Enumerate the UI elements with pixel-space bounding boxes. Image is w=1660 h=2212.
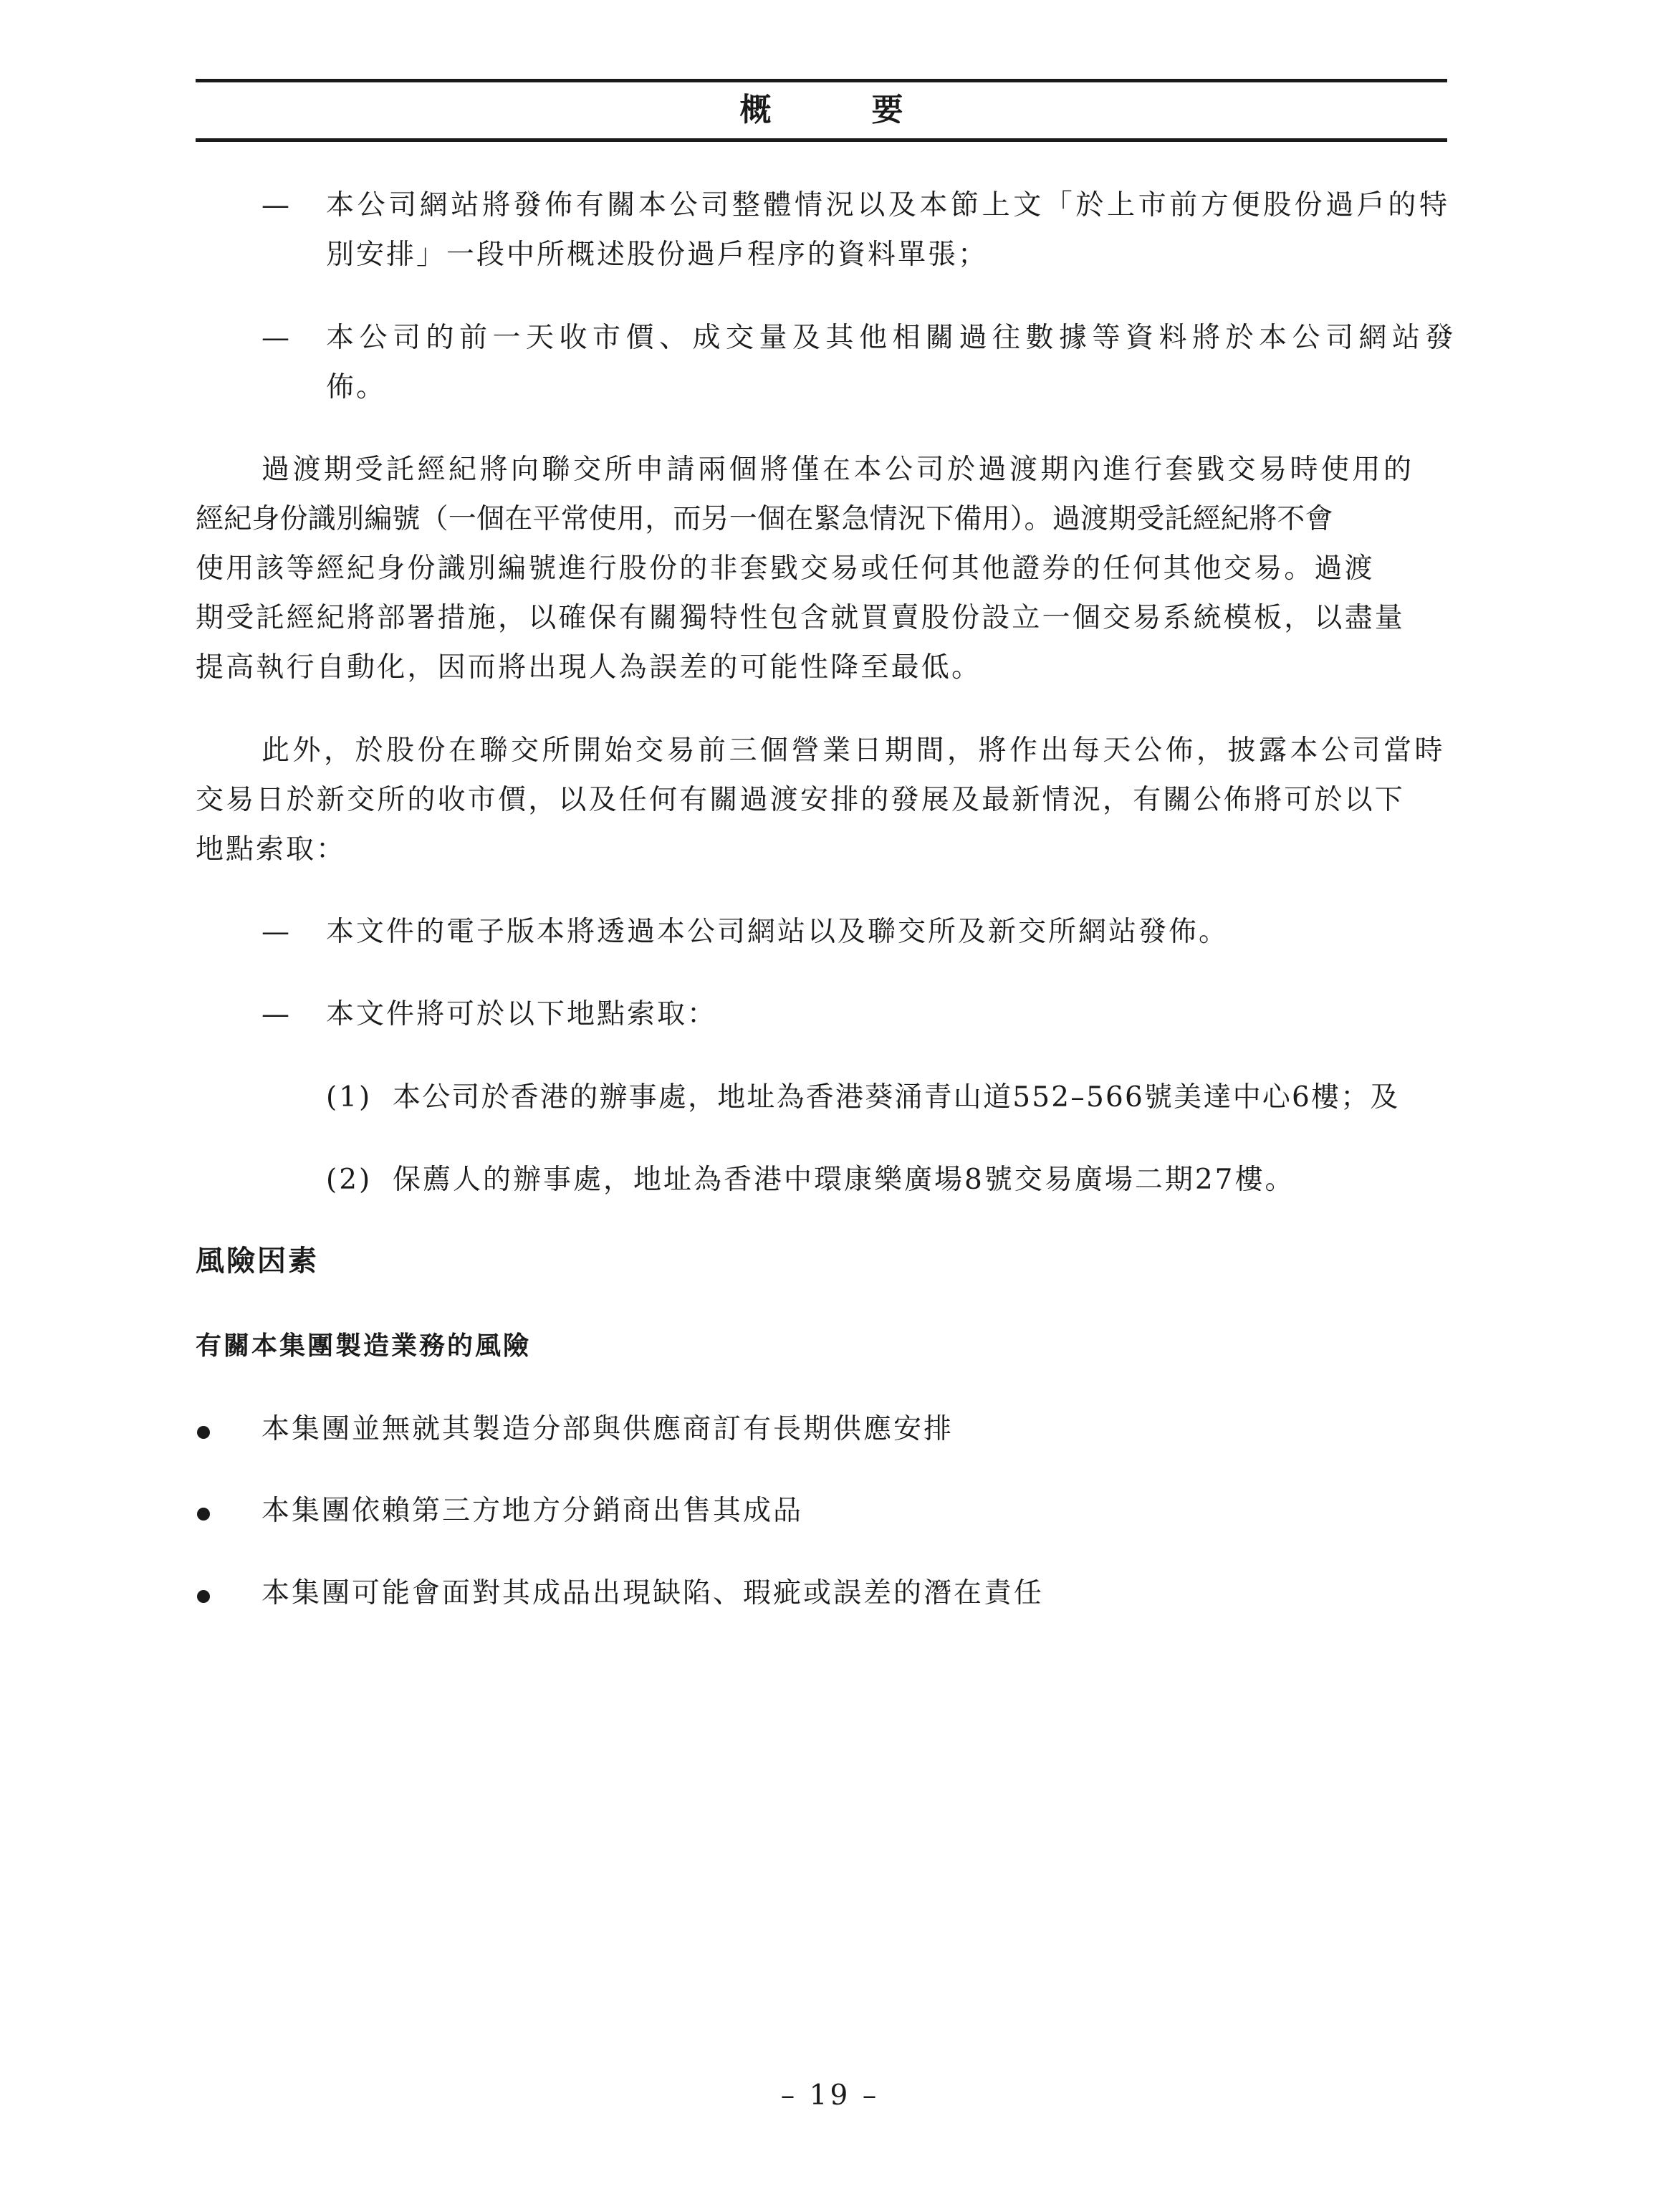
paragraph-line: 過渡期受託經紀將向聯交所申請兩個將僅在本公司於過渡期內進行套戥交易時使用的 [262, 454, 1415, 486]
paragraph-line: 此外，於股份在聯交所開始交易前三個營業日期間，將作出每天公佈，披露本公司當時 [262, 734, 1446, 767]
bullet-text: 本集團並無就其製造分部與供應商訂有長期供應安排 [262, 1413, 954, 1445]
paragraph-line: 使用該等經紀身份識別編號進行股份的非套戥交易或任何其他證券的任何其他交易。過渡 [196, 552, 1375, 585]
header-bottom-rule [196, 138, 1447, 142]
bullet-icon [197, 1590, 210, 1603]
page-title: 概 要 [739, 92, 938, 128]
item-number: (1) [326, 1081, 373, 1114]
section-heading: 風險因素 [196, 1244, 319, 1278]
paragraph-line: 交易日於新交所的收市價，以及任何有關過渡安排的發展及最新情況，有關公佈將可於以下 [196, 784, 1406, 816]
dash-item-line: 別安排」一段中所概述股份過戶程序的資料單張； [326, 239, 989, 271]
dash-item-line: 本公司網站將發佈有關本公司整體情況以及本節上文「於上市前方便股份過戶的特 [326, 189, 1451, 221]
subsection-heading: 有關本集團製造業務的風險 [196, 1331, 532, 1361]
bullet-icon [197, 1426, 210, 1439]
dash-item-text: 本文件將可於以下地點索取： [326, 998, 718, 1030]
item-text: 保薦人的辦事處，地址為香港中環康樂廣場8號交易廣場二期27樓。 [393, 1164, 1295, 1196]
paragraph-line: 經紀身份識別編號（一個在平常使用，而另一個在緊急情況下備用）。過渡期受託經紀將不會 [196, 503, 1333, 535]
page-number: – 19 – [780, 2079, 880, 2112]
item-text: 本公司於香港的辦事處，地址為香港葵涌青山道552–566號美達中心6樓；及 [393, 1081, 1400, 1114]
item-number: (2) [326, 1164, 373, 1196]
dash-item-text: 本文件的電子版本將透過本公司網站以及聯交所及新交所網站發佈。 [326, 916, 1229, 948]
paragraph-line: 地點索取： [196, 833, 347, 866]
dash-marker: — [262, 322, 289, 354]
dash-item-line: 本公司的前一天收市價、成交量及其他相關過往數據等資料將於本公司網站發 [326, 322, 1459, 354]
dash-marker: — [262, 189, 289, 221]
bullet-icon [197, 1508, 210, 1521]
dash-item-line: 佈。 [326, 371, 387, 403]
header-top-rule [196, 79, 1447, 82]
bullet-text: 本集團可能會面對其成品出現缺陷、瑕疵或誤差的潛在責任 [262, 1577, 1045, 1609]
dash-marker: — [262, 916, 289, 948]
bullet-text: 本集團依賴第三方地方分銷商出售其成品 [262, 1495, 804, 1527]
paragraph-line: 提高執行自動化，因而將出現人為誤差的可能性降至最低。 [196, 651, 982, 684]
dash-marker: — [262, 998, 289, 1030]
paragraph-line: 期受託經紀將部署措施，以確保有關獨特性包含就買賣股份設立一個交易系統模板，以盡量 [196, 602, 1406, 634]
